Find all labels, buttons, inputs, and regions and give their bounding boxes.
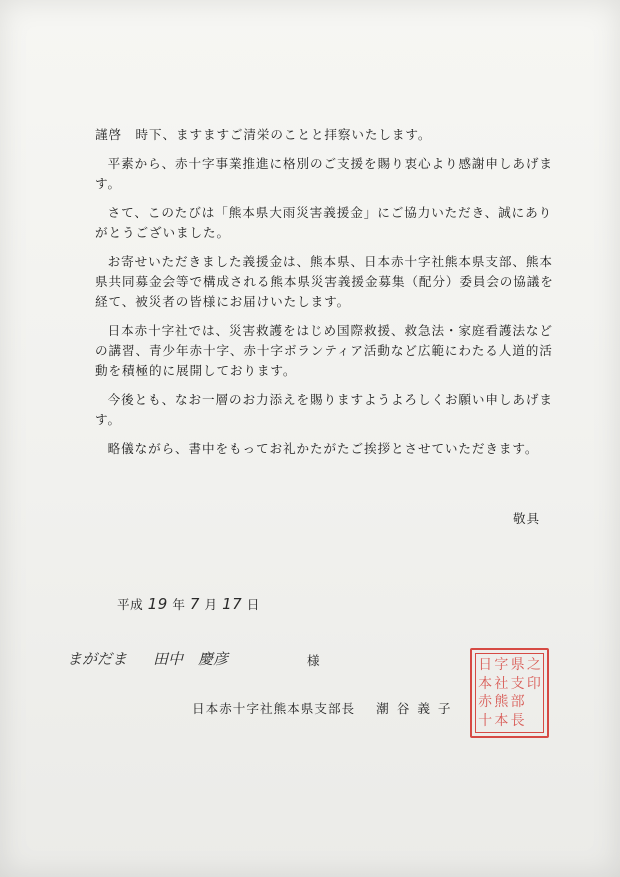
seal-char: 印 [526, 675, 541, 692]
seal-char [526, 712, 542, 731]
seal-char: 本 [494, 712, 509, 729]
date-month-handwritten: 7 [189, 595, 200, 613]
paragraph-donation: さて、このたびは「熊本県大雨災害義援金」にご協力いただき、誠にありがとうございました。 [95, 205, 553, 240]
seal-char: 之 [526, 657, 541, 673]
recipient-handwritten-name: 田中 慶彦 [153, 650, 229, 668]
seal-char: 社 [494, 675, 509, 692]
seal-char: 長 [510, 712, 525, 729]
seal-char: 熊 [494, 694, 509, 710]
sender-name: 潮谷義子 [376, 701, 459, 716]
seal-char: 赤 [478, 694, 493, 710]
recipient-handwritten-prefix: まがだま [67, 650, 128, 668]
closing-keigu: 敬具 [513, 511, 540, 526]
letter-date [117, 594, 260, 613]
date-day-unit: 日 [246, 597, 260, 612]
seal-characters [477, 656, 542, 730]
seal-char: 支 [510, 675, 525, 692]
seal-char: 十 [478, 712, 493, 729]
seal-char [526, 693, 542, 712]
seal-char: 日 [478, 657, 493, 673]
seal-char: 字 [494, 657, 509, 673]
paragraph-farewell: 略儀ながら、書中をもってお礼かたがたご挨拶とさせていただきます。 [107, 441, 539, 456]
seal-char: 県 [510, 657, 525, 673]
paragraph-thanks: 平素から、赤十字事業推進に格別のご支援を賜り衷心より感謝申しあげます。 [95, 156, 553, 191]
paragraph-distribution: お寄せいただきました義援金は、熊本県、日本赤十字社熊本県支部、熊本県共同募金会等で構成される熊本県災害義援金募集（配分）委員会の協議を経て、被災者の皆様にお届けいたします。 [95, 254, 554, 309]
seal-char: 部 [510, 694, 525, 710]
date-era: 平成 [117, 597, 144, 612]
red-seal-stamp [470, 648, 549, 738]
date-year-handwritten: 19 [147, 595, 168, 613]
date-month-unit: 月 [204, 597, 218, 612]
sender-title: 日本赤十字社熊本県支部長 [192, 701, 356, 716]
letter-body [95, 125, 555, 468]
recipient-honorific: 様 [307, 653, 320, 668]
paragraph-activities: 日本赤十字社では、災害救護をはじめ国際救援、救急法・家庭看護法などの講習、青少年赤十字、赤十字ボランティア活動など広範にわたる人道的活動を積極的に展開しております。 [95, 323, 553, 378]
date-day-handwritten: 17 [222, 595, 243, 613]
paragraph-request: 今後とも、なお一層のお力添えを賜りますようよろしくお願い申しあげます。 [95, 392, 553, 427]
date-year-unit: 年 [172, 597, 186, 612]
paragraph-greeting: 謹啓 時下、ますますご清栄のことと拝察いたします。 [95, 127, 432, 142]
sender-line [192, 698, 459, 717]
seal-char: 本 [478, 675, 493, 692]
recipient-line [67, 648, 228, 669]
